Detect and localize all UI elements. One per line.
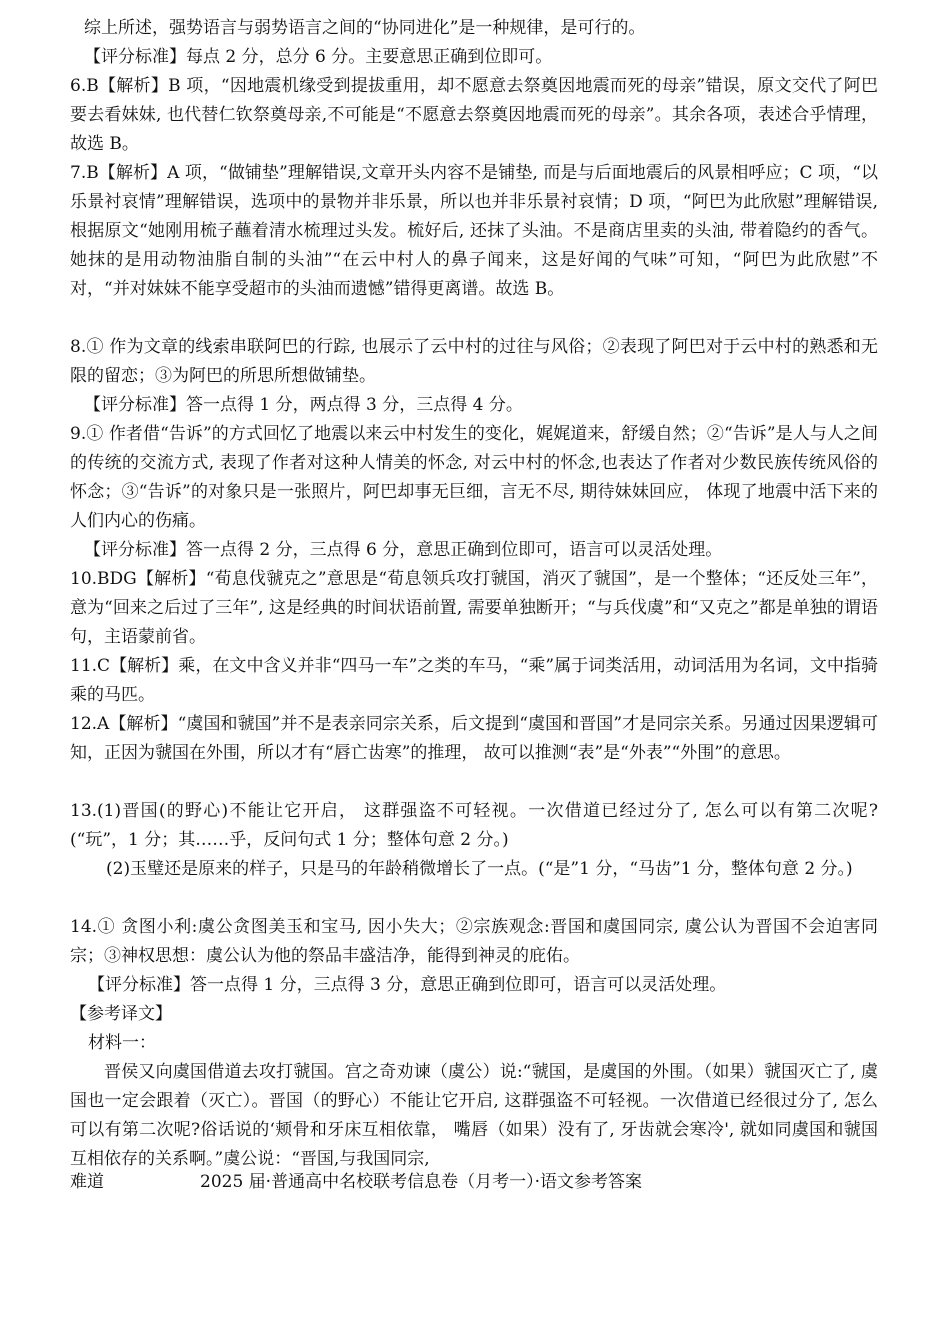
answer-10: 10.BDG【解析】“荀息伐虢克之”意思是“荀息领兵攻打虢国，消灭了虢国”，是一个整体；“还反处三年”，意为“回来之后过了三年”, 这是经典的时间状语前置, 需要单独断开；“与兵伐虞”和“又克之”都是单独的谓语句，主语蒙前省。: [70, 569, 878, 647]
answer-14: 14.① 贪图小利:虞公贪图美玉和宝马, 因小失大；②宗族观念:晋国和虞国同宗, 虞公认为晋国不会迫害同宗；③神权思想：虞公认为他的祭品丰盛洁净，能得到神灵的庇佑。: [70, 917, 878, 966]
material-one-label: 材料一：: [88, 1033, 156, 1053]
translation-body: 晋侯又向虞国借道去攻打虢国。宫之奇劝谏（虞公）说:“虢国，是虞国的外围。（如果）虢国灭亡了, 虞国也一定会跟着（灭亡）。晋国（的野心）不能让它开启, 这群强盗不可轻视。一次借道已经很过分了, 怎么可以有第二次呢?俗话说的‘颊骨和牙床互相依靠， 嘴唇（如果）没有了, 牙齿就会寒冷', 就如同虞国和虢国互相依存的关系啊。”虞公说：“晋国,与我国同宗,: [70, 1062, 878, 1169]
answer-11: 11.C【解析】乘，在文中含义并非“四马一车”之类的车马，“乘”属于词类活用，动词活用为名词，文中指骑乘的马匹。: [70, 656, 878, 705]
answer-12: 12.A【解析】“虞国和虢国”并不是表亲同宗关系，后文提到“虞国和晋国”才是同宗关系。另通过因果逻辑可知，正因为虢国在外围，所以才有“唇亡齿寒”的推理， 故可以推测“表”是“外表”“外围”的意思。: [70, 714, 878, 763]
scoring-standard-9: 【评分标准】答一点得 2 分，三点得 6 分，意思正确到位即可，语言可以灵活处理。: [84, 540, 723, 560]
answer-7: 7.B【解析】A 项，“做铺垫”理解错误,文章开头内容不是铺垫, 而是与后面地震后的风景相呼应；C 项，“以乐景衬哀情”理解错误，选项中的景物并非乐景，所以也并非乐景衬哀情；D 项，“阿巴为此欣慰”理解错误, 根据原文“她刚用梳子蘸着清水梳理过头发。梳好后, 还抹了头油。不是商店里卖的头油, 带着隐约的香气。她抹的是用动物油脂自制的头油”“在云中村人的鼻子闻来，这是好闻的气味”可知，“阿巴为此欣慰”不对，“并对妹妹不能享受超市的头油而遗憾”错得更离谱。故选 B。: [70, 163, 878, 299]
scoring-standard-14: 【评分标准】答一点得 1 分，三点得 3 分，意思正确到位即可，语言可以灵活处理。: [88, 975, 727, 995]
answer-13-1: 13.(1)晋国(的野心)不能让它开启， 这群强盗不可轻视。一次借道已经过分了, 怎么可以有第二次呢?(“玩”，1 分；其……乎，反问句式 1 分；整体句意 2 分。): [70, 801, 878, 850]
answer-6: 6.B【解析】B 项，“因地震机缘受到提拔重用，却不愿意去祭奠因地震而死的母亲”错误，原文交代了阿巴要去看妹妹, 也代替仁钦祭奠母亲,不可能是“不愿意去祭奠因地震而死的母亲”。其余各项，表述合乎情理，故选 B。: [70, 76, 878, 154]
scoring-standard-8: 【评分标准】答一点得 1 分，两点得 3 分，三点得 4 分。: [84, 395, 523, 415]
footer-continuation-text: 难道: [70, 1172, 104, 1192]
answer-9: 9.① 作者借“告诉”的方式回忆了地震以来云中村发生的变化，娓娓道来，舒缓自然；②“告诉”是人与人之间的传统的交流方式, 表现了作者对这种人情美的怀念, 对云中村的怀念,也表达了作者对少数民族传统风俗的怀念；③“告诉”的对象只是一张照片，阿巴却事无巨细，言无不尽, 期待妹妹回应， 体现了地震中活下来的人们内心的伤痛。: [70, 424, 878, 531]
footer-title: 2025 届·普通高中名校联考信息卷（月考一）·语文参考答案: [200, 1172, 642, 1192]
translation-heading: 【参考译文】: [70, 1004, 172, 1024]
scoring-standard-5: 【评分标准】每点 2 分，总分 6 分。主要意思正确到位即可。: [84, 47, 553, 67]
paragraph-conclusion: 综上所述，强势语言与弱势语言之间的“协同进化”是一种规律，是可行的。: [84, 18, 646, 38]
answer-8: 8.① 作为文章的线索串联阿巴的行踪, 也展示了云中村的过往与风俗；②表现了阿巴对于云中村的熟悉和无限的留恋；③为阿巴的所思所想做铺垫。: [70, 337, 878, 386]
answer-13-2: (2)玉璧还是原来的样子，只是马的年龄稍微增长了一点。(“是”1 分，“马齿”1 分，整体句意 2 分。): [106, 859, 853, 879]
